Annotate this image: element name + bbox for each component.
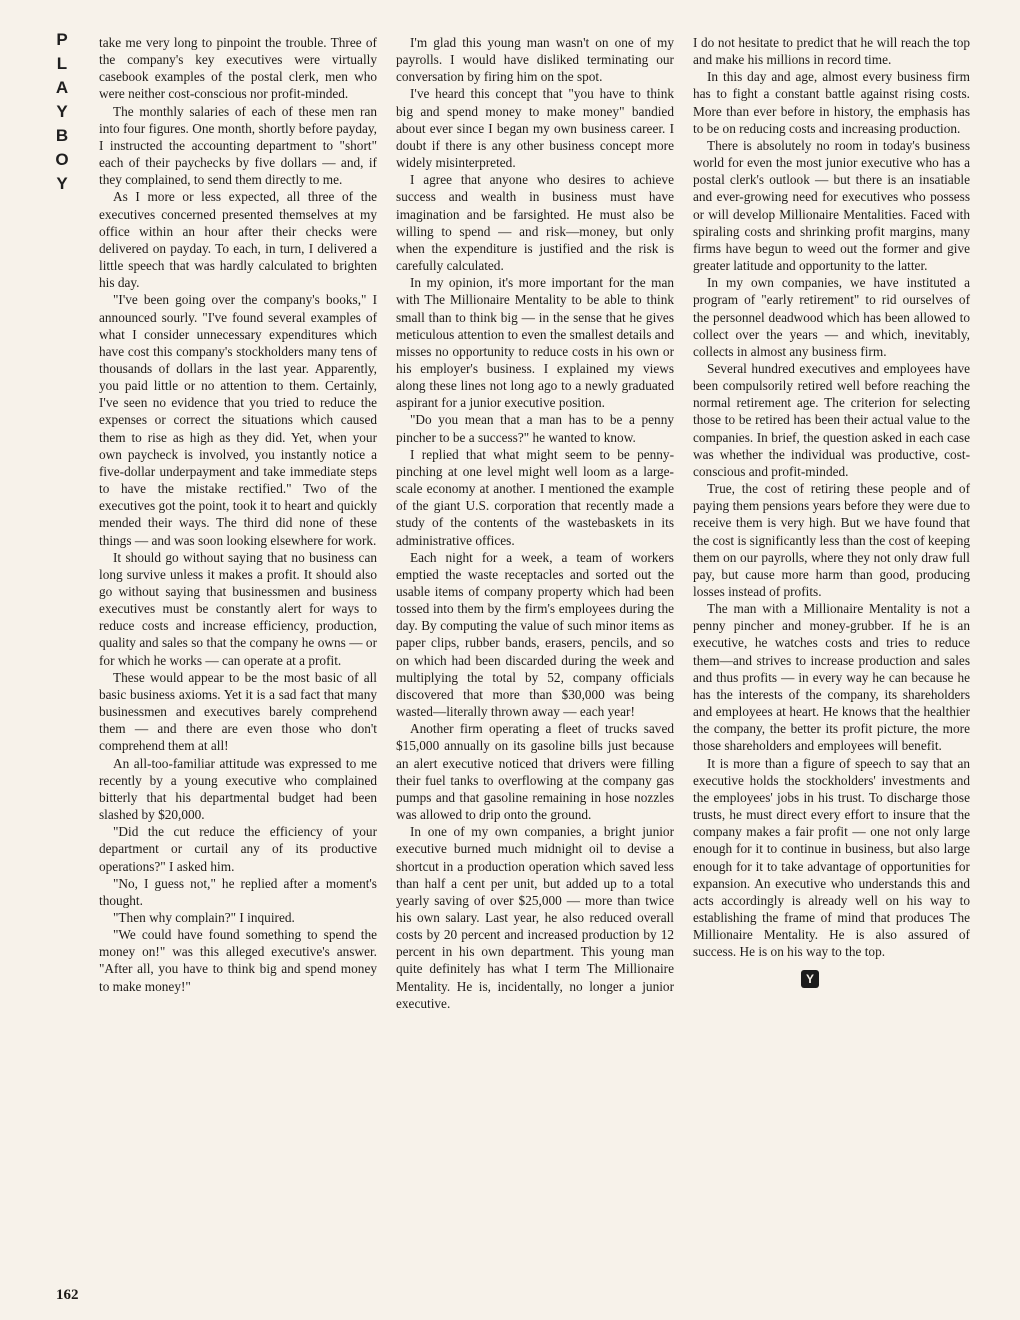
masthead-letter: P [56,30,68,49]
paragraph: "We could have found something to spend the money on!" was this alleged executive's answer. "After all, you have to think big and spend money to make money!" [99,927,377,994]
page-number: 162 [56,1287,79,1303]
paragraph: "Do you mean that a man has to be a penny pincher to be a success?" he wanted to know. [396,412,674,445]
masthead-letter: Y [56,102,68,121]
paragraph: I'm glad this young man wasn't on one of my payrolls. I would have disliked terminating our conversation by firing him on the spot. [396,35,674,85]
paragraph: In my own companies, we have instituted a program of "early retirement" to rid ourselves of the personnel deadwood which has been allowed to collect over the years — and which, inevitably, collects in almost any business firm. [693,275,970,359]
paragraph: Each night for a week, a team of workers emptied the waste receptacles and sorted out the usable items of company property which had been tossed into them by the firm's employees during the day. By computing the value of such minor items as paper clips, rubber bands, erasers, pencils, and so on which had been discarded during the week and multiplying the total by 52, company officials discovered that more than $30,000 was being wasted—literally thrown away — each year! [396,549,674,720]
paragraph: As I more or less expected, all three of the executives concerned presented themselves at my office within an hour after their checks were delivered on payday. To each, in turn, I delivered a little speech that was hardly calculated to brighten his day. [99,189,377,291]
paragraph: In my opinion, it's more important for the man with The Millionaire Mentality to be able to think small than to think big — in the sense that he gives meticulous attention to even the smallest details and misses no opportunity to reduce costs in his own or his employer's business. I explained my views along these lines not long ago to a newly graduated aspirant for a junior executive position. [396,275,674,411]
paragraph: The monthly salaries of each of these men ran into four figures. One month, shortly before payday, I instructed the accounting department to "short" each of their paychecks by five dollars — and, if they complained, to send them directly to me. [99,103,377,188]
paragraph: There is absolutely no room in today's business world for even the most junior executive who has a postal clerk's outlook — but there is an insatiable and ever-growing need for executives who possess or will develop Millionaire Mentalities. Faced with spiraling costs and shrinking profit margins, many firms have begun to weed out the former and give greater latitude and opportunity to the latter. [693,137,970,274]
masthead-letter: Y [56,174,68,193]
paragraph: take me very long to pinpoint the trouble. Three of the company's key executives were virtually casebook examples of the postal clerk, men who were neither cost-conscious nor profit-minded. [99,35,377,102]
paragraph: It should go without saying that no business can long survive unless it makes a profit. It should also go without saying that businessmen and business executives must be constantly alert for ways to reduce costs and increase efficiency, production, quality and sales so that the company he owns — or for which he works — can operate at a profit. [99,549,377,668]
masthead-playboy [50,28,74,196]
masthead-letter: A [55,78,69,97]
paragraph: In one of my own companies, a bright junior executive burned much midnight oil to devise a shortcut in a production operation which saved less than half a cent per unit, but added up to a total yearly saving of over $25,000 — more than twice his own salary. Last year, he also reduced overall costs by 20 percent and increased production by 12 percent in his own department. This young man quite definitely has what I term The Millionaire Mentality. He is, incidentally, no longer a junior executive. [396,824,674,1011]
paragraph: Several hundred executives and employees have been compulsorily retired well before reaching the normal retirement age. The criterion for selecting those to be retired has been their actual value to the companies. In brief, the question asked in each case was whether the individual was productive, cost-conscious and profit-minded. [693,360,970,479]
paragraph: These would appear to be the most basic of all basic business axioms. Yet it is a sad fact that many businessmen and executives barely comprehend them — and there are even those who don't comprehend them at all! [99,669,377,754]
text-column-1 [99,34,377,995]
paragraph: "Then why complain?" I inquired. [113,909,295,925]
text-column-2 [396,34,674,1012]
paragraph: It is more than a figure of speech to say that an executive holds the stockholders' investments and the employees' jobs in his trust. To discharge those trusts, he must direct every effort to insure that the company makes a fair profit — one not only large enough for it to continue in business, but also large enough for it to take advantage of opportunities for expansion. An executive who understands this and acts accordingly is already well on his way to establishing the frame of mind that produces The Millionaire Mentality. He is also assured of success. He is on his way to the top. [693,755,970,960]
paragraph: I replied that what might seem to be penny-pinching at one level might well loom as a large-scale economy at another. I mentioned the example of the giant U.S. corporation that recently made a study of the contents of the wastebaskets in its administrative offices. [396,446,674,548]
paragraph: True, the cost of retiring these people and of paying them pensions years before they were due to receive them is very high. But we have found that the cost is significantly less than the cost of keeping them on our payrolls, where they not only draw full pay, but cause more harm than good, producing losses instead of profits. [693,481,970,599]
paragraph: "I've been going over the company's books," I announced sourly. "I've found several examples of what I consider unnecessary expenditures which have cost this company's stockholders many tens of thousands of dollars in the last year. Apparently, you paid little or no attention to them. Certainly, I've seen no evidence that you tried to reduce the expenses or correct the situations which caused them to rise as high as they did. Yet, when your own paycheck is involved, you instantly notice a five-dollar underpayment and take immediate steps to have the mistake rectified." Two of the executives got the point, took it to heart and quickly mended their ways. The third did none of these things — and was soon looking elsewhere for work. [99,292,377,548]
masthead-letter: O [55,150,69,169]
text-column-3 [693,34,970,988]
paragraph: I've heard this concept that "you have to think big and spend money to make money" bandied about ever since I began my own business career. I doubt if there is any other business concept more widely misinterpreted. [396,86,674,171]
paragraph: "Did the cut reduce the efficiency of your department or curtail any of its productive operations?" I asked him. [99,824,377,874]
paragraph: I do not hesitate to predict that he will reach the top and make his millions in record time. [693,35,970,68]
playboy-bunny-icon: Y [801,970,819,988]
paragraph: "No, I guess not," he replied after a moment's thought. [99,875,377,908]
paragraph: In this day and age, almost every business firm has to fight a constant battle against rising costs. More than ever before in history, the emphasis has to be on reducing costs and increasing production. [693,69,970,136]
masthead-letter: L [56,54,68,73]
masthead-letter: B [55,126,69,145]
paragraph: An all-too-familiar attitude was expressed to me recently by a young executive who complained bitterly that his departmental budget had been slashed by $20,000. [99,755,377,823]
paragraph: The man with a Millionaire Mentality is not a penny pincher and money-grubber. If he is an executive, he watches costs and tries to reduce them—and strives to increase production and sales and thus profits — in every way he can because he has the interests of the company, its shareholders and employees at heart. He knows that the healthier the company, the better its profit picture, the more those shareholders and employees will benefit. [693,601,970,754]
paragraph: I agree that anyone who desires to achieve success and wealth in business must have imagination and be farsighted. He must also be willing to spend — and risk—money, but only when the expenditure is justified and the risk is carefully calculated. [396,172,674,274]
paragraph: Another firm operating a fleet of trucks saved $15,000 annually on its gasoline bills just because an alert executive noticed that drivers were filling their fuel tanks to overflowing at the company gas pumps and that gasoline remaining in hose nozzles was allowed to drip onto the ground. [396,721,674,823]
